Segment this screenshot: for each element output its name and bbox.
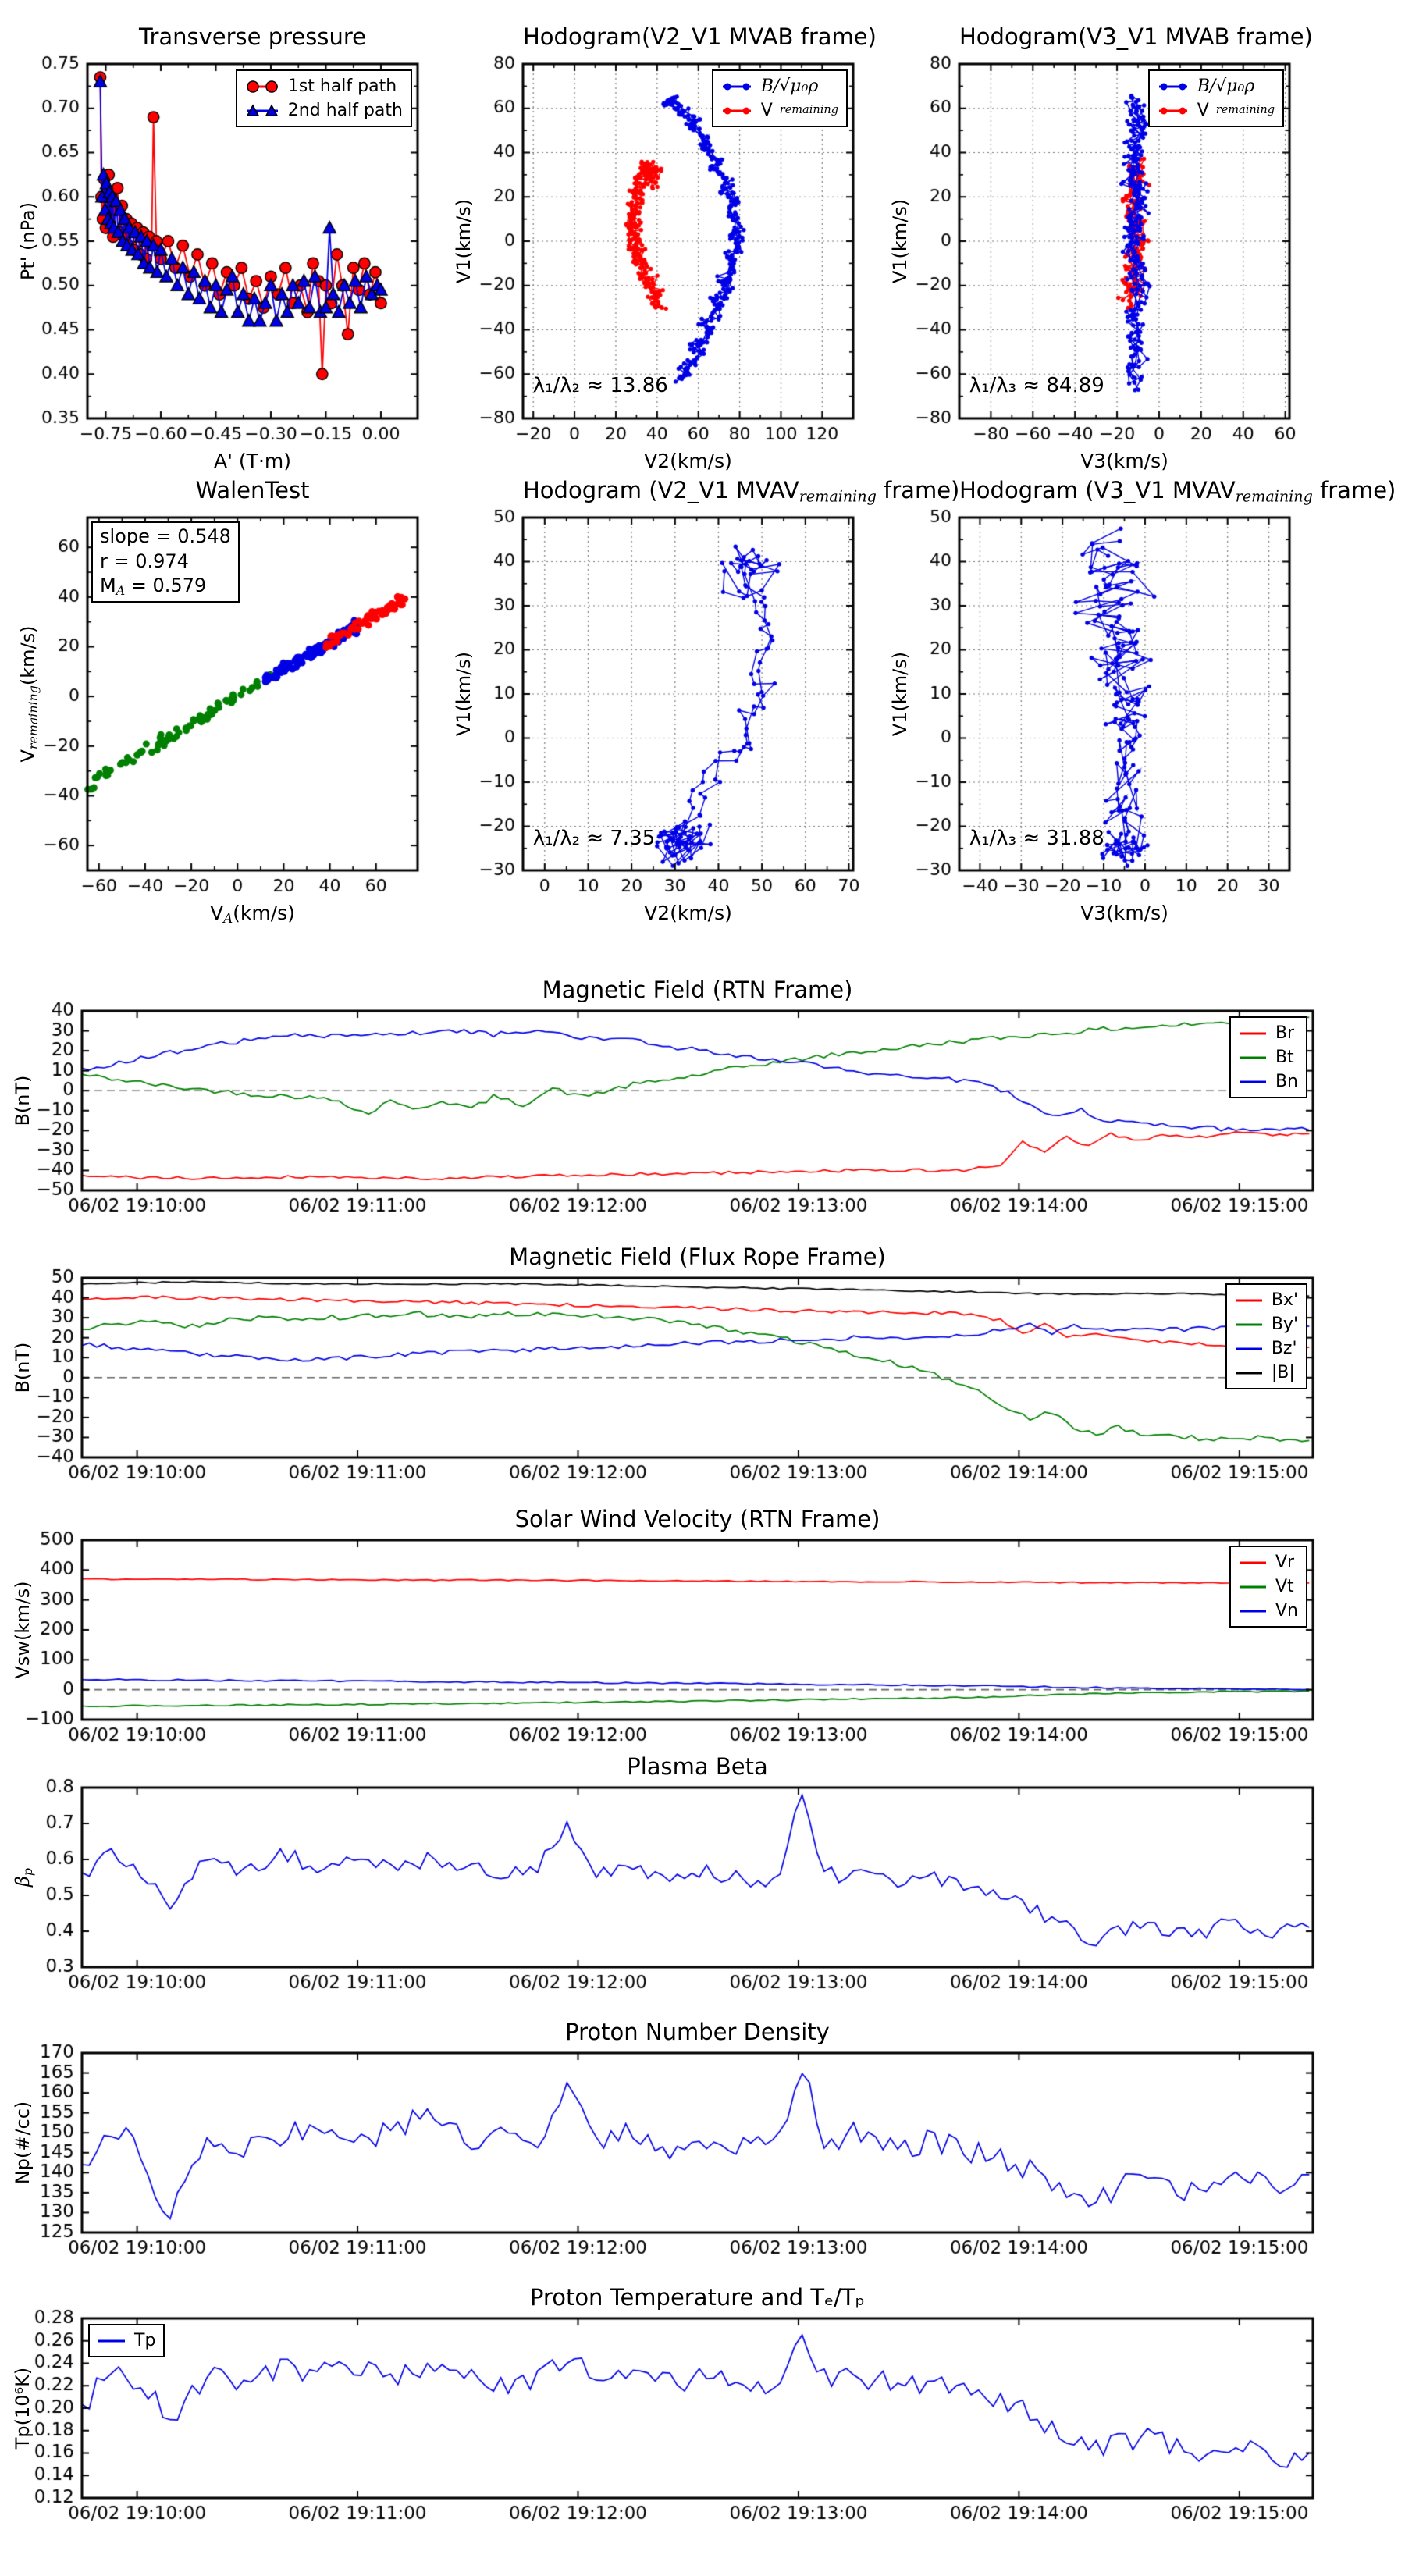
plot-title: WalenTest [195,477,310,503]
legend-dot-line-swatch [1156,103,1190,119]
plot-canvas-hodogram-v2v1-mvav [462,505,877,922]
legend-item [720,74,838,98]
legend-item [1156,74,1275,98]
plot-title: Proton Temperature and Tₑ/Tₚ [529,2284,866,2311]
legend-label: Tp [134,2331,156,2350]
legend-circle-marker-swatch [244,78,281,95]
plot-title: Hodogram (V2_V1 MVAVremaining frame) [523,477,960,506]
plot-canvas-plasma-beta [21,1775,1336,2019]
legend-item [1233,1336,1298,1361]
panel-plasma-beta [12,1753,1313,1967]
legend-label: Vn [1275,1601,1298,1621]
y-axis-label: B(nT) [12,1075,34,1126]
stats-line: MA = 0.579 [100,575,207,599]
legend-item [1237,1550,1298,1574]
lambda-ratio-annotation: λ₁/λ₂ ≈ 7.35 [532,826,656,850]
legend-item [1237,1045,1298,1069]
plot-title: Magnetic Field (RTN Frame) [542,977,853,1003]
plot-canvas-proton-temperature [21,2306,1336,2549]
y-axis-label: Tp(10⁶K) [12,2367,34,2450]
y-axis-label: V1(km/s) [453,198,475,284]
panel-proton-temperature [12,2284,1313,2498]
legend-label: B/√μ₀ρ [760,76,819,96]
legend-label: 2nd half path [287,101,403,120]
x-axis-label: V2(km/s) [644,450,732,472]
legend-line-swatch [1233,1317,1264,1332]
x-axis-label: V3(km/s) [1080,450,1168,472]
legend-item [1237,1599,1298,1623]
legend-dot-line-swatch [720,103,754,119]
legend-line-swatch [1237,1603,1268,1619]
legend-item [1237,1021,1298,1045]
legend-line-swatch [1233,1341,1264,1357]
y-axis-label: βp [12,1868,35,1888]
panel-hodogram-v3v1-mvav [889,477,1396,924]
legend-item [1233,1361,1298,1385]
y-axis-label: V1(km/s) [453,651,475,737]
legend-label-subscript: remaining [779,104,838,116]
x-axis-label: V3(km/s) [1080,902,1168,924]
panel-walen-test [17,477,418,926]
legend-label: |B| [1271,1363,1295,1382]
legend-item [1237,1069,1298,1094]
x-axis-label: VA(km/s) [210,902,295,926]
panel-proton-density [12,2019,1313,2233]
panel-hodogram-v3v1-mvab [889,23,1313,472]
legend-line-swatch [1233,1293,1264,1308]
walen-stats-box [91,521,240,603]
legend-item [1156,98,1275,123]
y-axis-label: Vremaining(km/s) [17,625,41,763]
plot-title: Hodogram (V3_V1 MVAVremaining frame) [959,477,1396,506]
legend-item [244,98,403,123]
legend-label: V [1197,101,1209,120]
legend-line-swatch [1237,1074,1268,1090]
plot-canvas-hodogram-v3v1-mvav [898,505,1313,922]
legend [236,69,412,127]
legend-item [720,98,838,123]
legend-label: Br [1275,1023,1295,1043]
plot-canvas-bfield-rtn [21,998,1336,1242]
plot-canvas-velocity-rtn [21,1528,1336,1771]
x-axis-label: A' (T·m) [214,450,291,472]
y-axis-label: V1(km/s) [889,651,911,737]
plot-canvas-bfield-flux-rope [21,1265,1336,1509]
legend-label: By' [1271,1315,1298,1334]
legend-label: Bt [1275,1048,1294,1067]
legend-label-subscript: remaining [1215,104,1275,116]
legend [1225,1283,1307,1389]
x-axis-label: V2(km/s) [644,902,732,924]
stats-line: r = 0.974 [100,550,189,572]
lambda-ratio-annotation: λ₁/λ₂ ≈ 13.86 [532,374,668,398]
legend-line-swatch [1237,1579,1268,1595]
legend [712,69,848,127]
legend-label: Bz' [1271,1339,1297,1358]
legend-item [1233,1312,1298,1336]
legend-dot-line-swatch [720,79,754,94]
legend-line-swatch [1237,1050,1268,1066]
legend-label: Vr [1275,1553,1295,1572]
y-axis-label: Vsw(km/s) [12,1581,34,1679]
y-axis-label: Pt' (nPa) [17,201,39,281]
legend-line-swatch [1237,1555,1268,1571]
legend-dot-line-swatch [1156,79,1190,94]
legend-label: Vt [1275,1577,1294,1596]
legend-item [96,2329,155,2353]
legend [1229,1016,1307,1098]
legend-label: V [760,101,773,120]
legend-item [244,74,403,98]
plot-title: Magnetic Field (Flux Rope Frame) [509,1244,886,1270]
lambda-ratio-annotation: λ₁/λ₃ ≈ 84.89 [969,374,1104,398]
legend-line-swatch [1237,1026,1268,1041]
panel-transverse-pressure [17,23,418,472]
panel-bfield-rtn [12,977,1313,1190]
legend-label: Bn [1275,1072,1298,1091]
plot-title: Solar Wind Velocity (RTN Frame) [514,1506,880,1532]
panel-velocity-rtn [12,1506,1313,1720]
y-axis-label: B(nT) [12,1342,34,1393]
plot-title: Transverse pressure [139,23,366,50]
legend [1148,69,1284,127]
legend-label: Bx' [1271,1290,1298,1310]
lambda-ratio-annotation: λ₁/λ₃ ≈ 31.88 [969,826,1104,850]
plot-title: Plasma Beta [627,1753,768,1780]
plot-canvas-proton-density [21,2041,1336,2284]
legend-label: B/√μ₀ρ [1197,76,1255,96]
legend-line-swatch [1233,1365,1264,1381]
plot-title: Proton Number Density [565,2019,830,2045]
legend-item [1233,1288,1298,1312]
panel-hodogram-v2v1-mvab [453,23,877,472]
legend-line-swatch [96,2333,127,2349]
legend [88,2324,165,2357]
legend-triangle-marker-swatch [244,102,281,119]
panel-hodogram-v2v1-mvav [453,477,960,924]
panel-bfield-flux-rope [12,1244,1313,1457]
y-axis-label: Np(#/cc) [12,2101,34,2185]
legend-item [1237,1574,1298,1599]
plot-title: Hodogram(V3_V1 MVAB frame) [959,23,1313,50]
stats-line: slope = 0.548 [100,525,231,547]
y-axis-label: V1(km/s) [889,198,911,284]
legend [1229,1546,1307,1628]
plot-title: Hodogram(V2_V1 MVAB frame) [523,23,877,50]
legend-label: 1st half path [287,76,397,96]
